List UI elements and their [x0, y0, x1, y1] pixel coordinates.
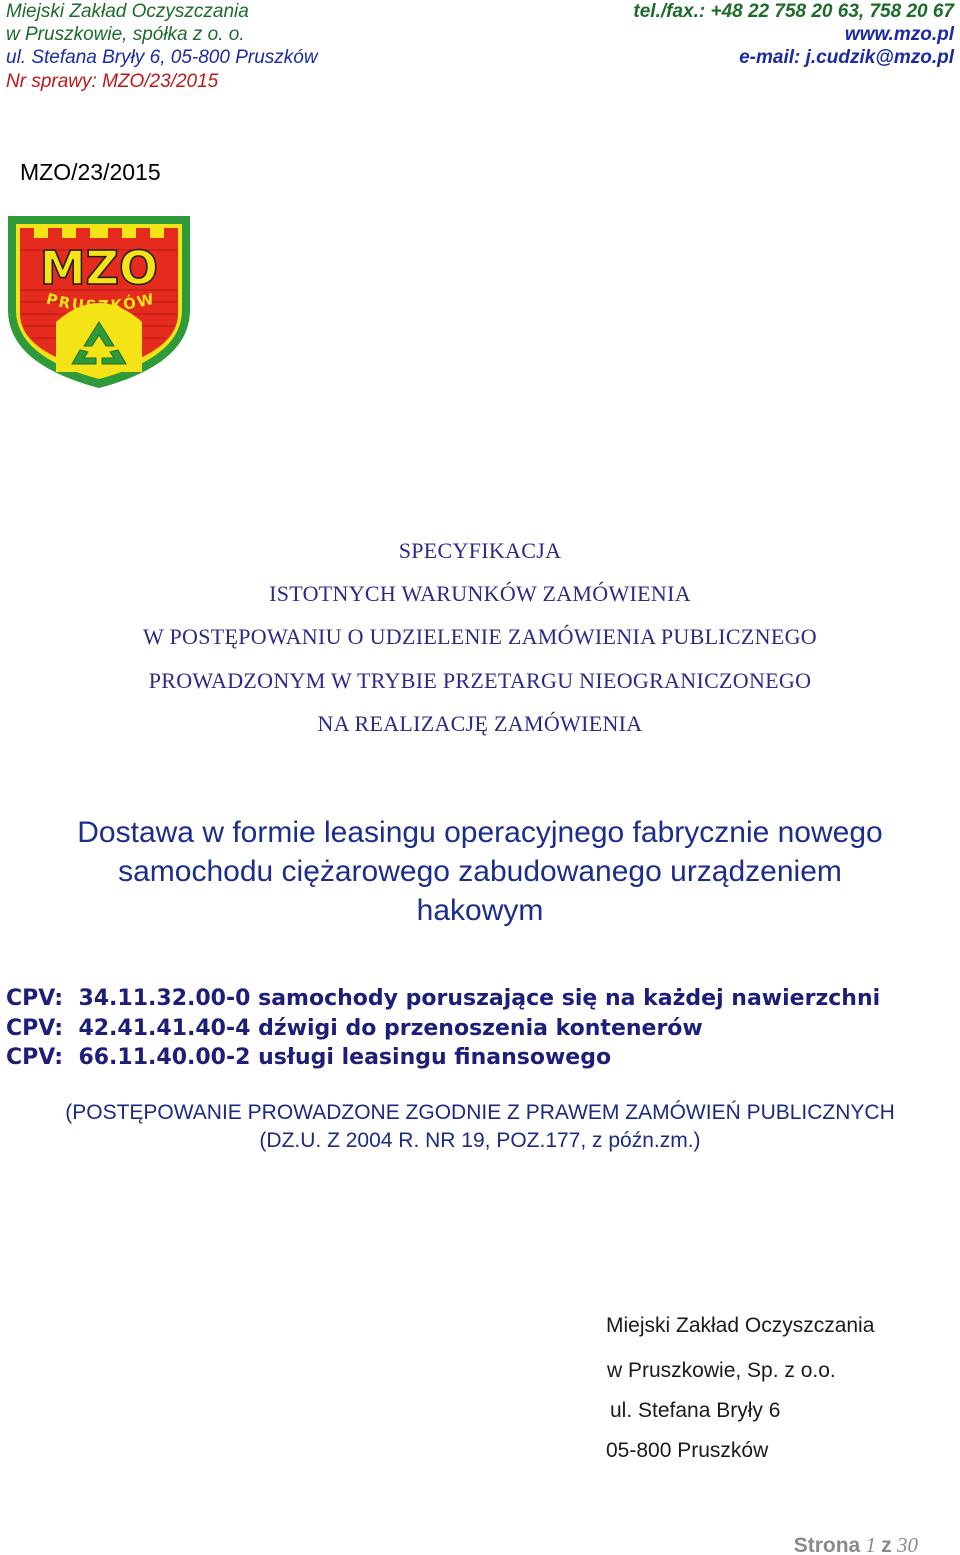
logo-city-text: PRUSZKÓW — [44, 289, 158, 316]
address-city: 05-800 Pruszków — [606, 1439, 769, 1462]
page-number — [794, 1532, 918, 1555]
spec-heading-line-1: SPECYFIKACJA — [398, 538, 562, 563]
spec-heading-line-2: ISTOTNYCH WARUNKÓW ZAMÓWIENIA — [269, 581, 691, 606]
header-case-number: Nr sprawy: MZO/23/2015 — [6, 71, 219, 92]
spec-heading-line-3: W POSTĘPOWANIU O UDZIELENIE ZAMÓWIENIA PUBLICZNEGO — [143, 624, 817, 649]
cpv-description: samochody poruszające się na każdej nawierzchni — [258, 986, 881, 1011]
cpv-row — [6, 985, 880, 1013]
address-street: ul. Stefana Bryły 6 — [610, 1399, 781, 1422]
cpv-label: CPV: — [6, 1016, 64, 1041]
header-phone: tel./fax.: +48 22 758 20 63, 758 20 67 — [633, 1, 954, 22]
page-current: 1 — [865, 1533, 876, 1555]
page-of-label: z — [881, 1534, 892, 1555]
header-company-legal: w Pruszkowie, spółka z o. o. — [6, 24, 245, 45]
header-website-link[interactable]: www.mzo.pl — [844, 24, 954, 45]
law-reference-line-1: (POSTĘPOWANIE PROWADZONE ZGODNIE Z PRAWEM ZAMÓWIEŃ PUBLICZNYCH — [65, 1101, 895, 1124]
page-label: Strona — [793, 1534, 861, 1555]
order-title-line-2: samochodu ciężarowego zabudowanego urządzeniem — [118, 855, 842, 888]
law-reference-line-2: (DZ.U. Z 2004 R. NR 19, POZ.177, z późn.zm.) — [259, 1129, 701, 1152]
order-title-line-3: hakowym — [416, 894, 544, 927]
header-company-address: ul. Stefana Bryły 6, 05-800 Pruszków — [6, 47, 318, 68]
logo-brand-text: MZO — [39, 241, 159, 295]
spec-heading-line-5: NA REALIZACJĘ ZAMÓWIENIA — [317, 711, 643, 736]
address-legal-form: w Pruszkowie, Sp. z o.o. — [607, 1359, 836, 1382]
mzo-logo — [4, 214, 194, 390]
header-email-link[interactable]: e-mail: j.cudzik@mzo.pl — [739, 47, 954, 68]
cpv-code: 66.11.40.00-2 — [78, 1045, 251, 1070]
cpv-row — [6, 1044, 611, 1072]
spec-heading-line-4: PROWADZONYM W TRYBIE PRZETARGU NIEOGRANICZONEGO — [148, 668, 812, 693]
cpv-code: 42.41.41.40-4 — [78, 1016, 251, 1041]
cpv-label: CPV: — [6, 1045, 64, 1070]
cpv-description: usługi leasingu finansowego — [258, 1045, 612, 1070]
page-total: 30 — [897, 1533, 918, 1555]
cpv-row — [6, 1015, 703, 1043]
cpv-code: 34.11.32.00-0 — [78, 986, 251, 1011]
header-company-name: Miejski Zakład Oczyszczania — [6, 1, 249, 22]
cpv-label: CPV: — [6, 986, 64, 1011]
document-reference: MZO/23/2015 — [20, 159, 161, 185]
order-title-line-1: Dostawa w formie leasingu operacyjnego fabrycznie nowego — [77, 816, 883, 849]
cpv-description: dźwigi do przenoszenia kontenerów — [258, 1016, 703, 1041]
address-company: Miejski Zakład Oczyszczania — [606, 1314, 875, 1337]
